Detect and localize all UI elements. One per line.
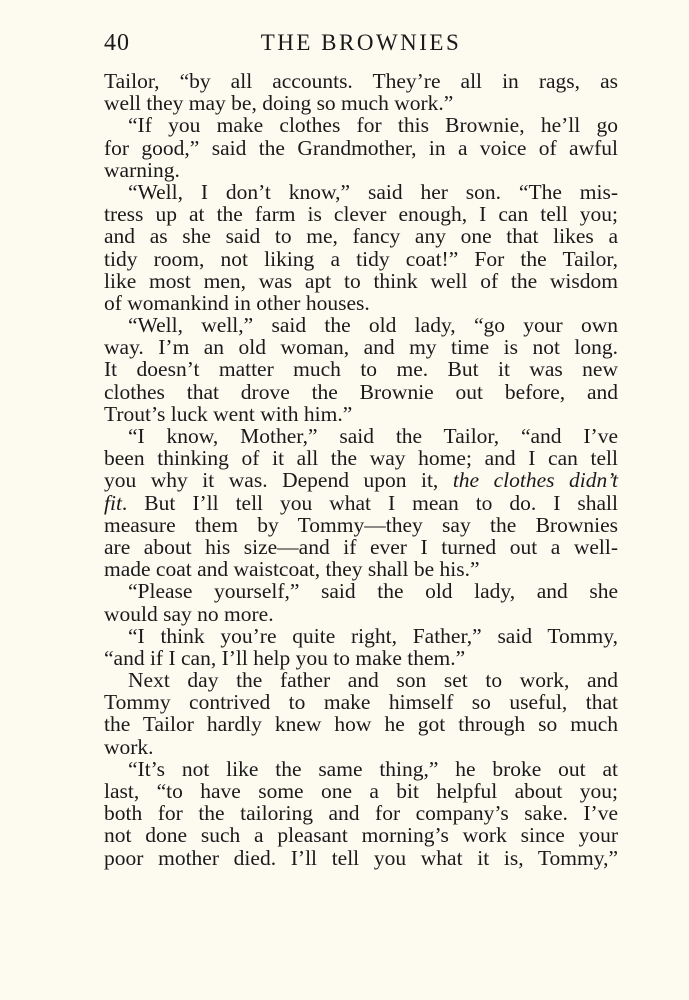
text-line: “Please yourself,” said the old lady, and she — [128, 579, 618, 604]
text-line — [104, 469, 618, 491]
text-line: not done such a pleasant morning’s work since your — [104, 823, 618, 848]
text-line: tress up at the farm is clever enough, I can tell you; — [104, 202, 618, 227]
text-run: . But I’ll tell you what I mean to do. I shall — [121, 490, 618, 515]
text-line: would say no more. — [104, 601, 274, 626]
text-line: “Well, I don’t know,” said her son. “The mis- — [128, 179, 618, 204]
text-line: measure them by Tommy—they say the Brownies — [104, 512, 618, 537]
text-line: “I know, Mother,” said the Tailor, “and I’ve — [128, 424, 618, 448]
text-line: the Tailor hardly knew how he got through so much — [104, 712, 618, 737]
text-line: poor mother died. I’ll tell you what it is, Tommy,” — [104, 845, 618, 870]
text-line: and as she said to me, fancy any one that likes a — [104, 224, 618, 249]
text-line: both for the tailoring and for company’s sake. I’ve — [104, 801, 618, 826]
text-line: “If you make clothes for this Brownie, he’ll go — [128, 113, 618, 138]
body-text — [104, 70, 618, 869]
italic-run: the clothes didn’t — [452, 468, 618, 493]
text-line: for good,” said the Grandmother, in a voice of awful — [104, 135, 618, 160]
text-line: are about his size—and if ever I turned out a well- — [104, 534, 618, 559]
text-line: “and if I can, I’ll help you to make them.” — [104, 645, 466, 670]
page-number: 40 — [104, 30, 130, 56]
page-header — [104, 30, 618, 62]
text-line: of womankind in other houses. — [104, 290, 370, 315]
text-line: made coat and waistcoat, they shall be his.” — [104, 557, 480, 582]
running-title: THE BROWNIES — [260, 30, 462, 55]
text-line: like most men, was apt to think well of the wisdom — [104, 268, 618, 293]
text-line: “Well, well,” said the old lady, “go your own — [128, 313, 618, 338]
text-line: work. — [104, 734, 154, 759]
text-line: last, “to have some one a bit helpful about you; — [104, 779, 618, 803]
text-line: Next day the father and son set to work, and — [128, 668, 618, 693]
text-line: tidy room, not liking a tidy coat!” For the Tailor, — [104, 246, 618, 271]
text-line — [104, 492, 618, 514]
text-line: warning. — [104, 157, 180, 182]
text-line: Trout’s luck went with him.” — [104, 401, 353, 426]
text-line: well they may be, doing so much work.” — [104, 91, 454, 116]
text-line: way. I’m an old woman, and my time is not long. — [104, 335, 618, 360]
text-line: “I think you’re quite right, Father,” said Tommy, — [128, 623, 618, 648]
text-line: been thinking of it all the way home; and I can tell — [104, 446, 618, 471]
text-line: Tommy contrived to make himself so useful, that — [104, 690, 618, 715]
text-line: clothes that drove the Brownie out before, and — [104, 379, 618, 404]
text-line: It doesn’t matter much to me. But it was new — [104, 357, 618, 382]
text-line: Tailor, “by all accounts. They’re all in rags, as — [104, 69, 618, 93]
text-run: you why it was. Depend upon it, — [104, 468, 453, 493]
text-line: “It’s not like the same thing,” he broke out at — [128, 756, 618, 781]
italic-run: fit — [104, 490, 122, 515]
